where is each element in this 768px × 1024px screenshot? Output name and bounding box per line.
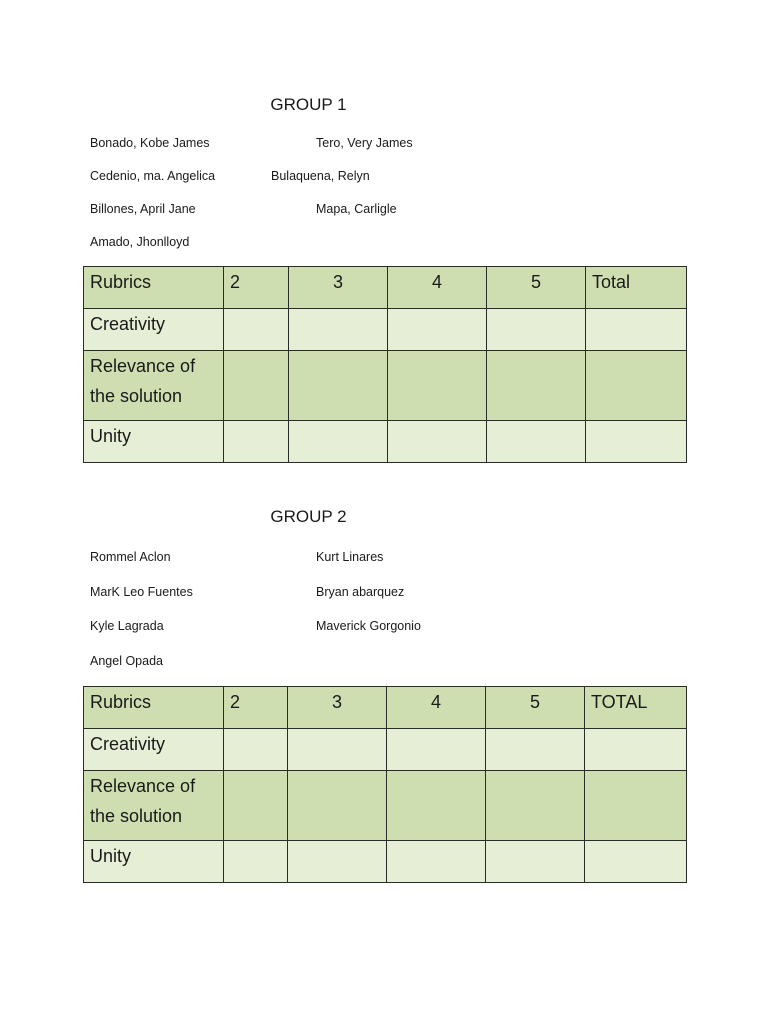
score-cell	[289, 309, 388, 351]
total-cell	[585, 771, 687, 841]
score-cell	[387, 841, 486, 883]
table-row	[84, 841, 687, 883]
header-cell: Rubrics	[84, 687, 224, 729]
score-cell	[388, 351, 487, 421]
score-cell	[224, 351, 289, 421]
group-1-member: Tero, Very James	[316, 136, 413, 150]
group-1-member: Bulaquena, Relyn	[271, 169, 370, 183]
rubric-label: Unity	[84, 421, 224, 463]
score-cell	[486, 771, 585, 841]
group-1-rubric-table	[83, 266, 687, 463]
score-cell	[224, 729, 288, 771]
header-cell: 4	[388, 267, 487, 309]
score-cell	[387, 771, 486, 841]
table-header-row	[84, 267, 687, 309]
total-cell	[585, 729, 687, 771]
table-row	[84, 421, 687, 463]
rubric-label: Creativity	[84, 309, 224, 351]
table-row	[84, 351, 687, 421]
group-1-member: Mapa, Carligle	[316, 202, 397, 216]
total-cell	[586, 421, 687, 463]
score-cell	[288, 729, 387, 771]
rubric-label: Relevance of the solution	[84, 771, 224, 841]
score-cell	[224, 421, 289, 463]
table-row	[84, 309, 687, 351]
group-1-member: Billones, April Jane	[90, 202, 196, 216]
total-cell	[586, 351, 687, 421]
score-cell	[224, 771, 288, 841]
score-cell	[486, 729, 585, 771]
total-cell	[585, 841, 687, 883]
header-cell: 5	[487, 267, 586, 309]
header-cell: 3	[289, 267, 388, 309]
score-cell	[224, 309, 289, 351]
group-2-rubric-table	[83, 686, 687, 883]
header-cell: Rubrics	[84, 267, 224, 309]
header-cell: 3	[288, 687, 387, 729]
score-cell	[288, 841, 387, 883]
group-1-member: Amado, Jhonlloyd	[90, 235, 190, 249]
header-cell: 2	[224, 267, 289, 309]
header-cell: 4	[387, 687, 486, 729]
table-header-row	[84, 687, 687, 729]
table-row	[84, 729, 687, 771]
header-cell: Total	[586, 267, 687, 309]
group-1-member: Bonado, Kobe James	[90, 136, 210, 150]
score-cell	[289, 421, 388, 463]
rubric-label: Unity	[84, 841, 224, 883]
score-cell	[487, 421, 586, 463]
group-2-member: Maverick Gorgonio	[316, 619, 421, 633]
header-cell: TOTAL	[585, 687, 687, 729]
total-cell	[586, 309, 687, 351]
group-2-member: Bryan abarquez	[316, 585, 405, 599]
score-cell	[387, 729, 486, 771]
score-cell	[487, 351, 586, 421]
group-2-member: MarK Leo Fuentes	[90, 585, 193, 599]
group-2-member: Angel Opada	[90, 654, 163, 668]
score-cell	[288, 771, 387, 841]
score-cell	[487, 309, 586, 351]
header-cell: 5	[486, 687, 585, 729]
score-cell	[388, 309, 487, 351]
group-1-member: Cedenio, ma. Angelica	[90, 169, 216, 183]
group-2-title: GROUP 2	[270, 507, 347, 526]
score-cell	[388, 421, 487, 463]
rubric-label: Relevance of the solution	[84, 351, 224, 421]
header-cell: 2	[224, 687, 288, 729]
group-2-member: Kurt Linares	[316, 550, 384, 564]
group-2-member: Rommel Aclon	[90, 550, 171, 564]
score-cell	[289, 351, 388, 421]
group-1-title: GROUP 1	[270, 95, 347, 114]
score-cell	[486, 841, 585, 883]
table-row	[84, 771, 687, 841]
score-cell	[224, 841, 288, 883]
group-2-member: Kyle Lagrada	[90, 619, 164, 633]
rubric-label: Creativity	[84, 729, 224, 771]
